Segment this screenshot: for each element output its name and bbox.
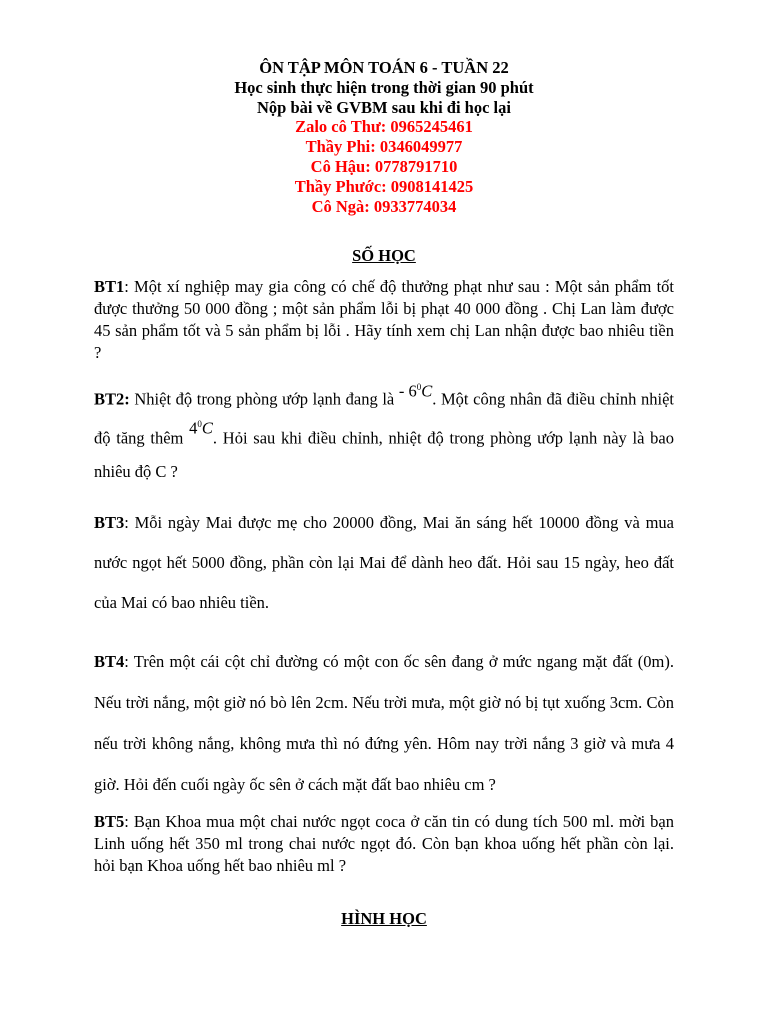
bt3-text: : Mỗi ngày Mai được mẹ cho 20000 đồng, Mai ăn sáng hết 10000 đồng và mua nước ngọt hết 5000 đồng, phần còn lại Mai để dành heo đất. Hỏi sau 15 ngày, heo đất của Mai có bao nhiêu tiền. (94, 513, 674, 613)
bt3-label: BT3 (94, 513, 125, 533)
contact-phuoc: Thầy Phước: 0908141425 (294, 176, 474, 196)
temp-increase-value: 4 (189, 418, 198, 438)
exercise-bt1 (94, 276, 674, 364)
temp-increase-unit: C (201, 418, 213, 438)
document-page (94, 58, 674, 929)
section-arithmetic: SỐ HỌC (352, 246, 416, 266)
bt5-text: : Bạn Khoa mua một chai nước ngọt coca ở căn tin có dung tích 500 ml. mời bạn Linh uống hết 350 ml trong chai nước ngọt đó. Còn bạn khoa uống hết phần còn lại. hỏi bạn Khoa uống hết bao nhiêu ml ? (94, 812, 674, 876)
bt4-text: : Trên một cái cột chỉ đường có một con ốc sên đang ở mức ngang mặt đất (0m). Nếu trời nắng, một giờ nó bò lên 2cm. Nếu trời mưa, một giờ nó bị tụt xuống 3cm. Còn nếu trời không nắng, không mưa thì nó đứng yên. Hôm nay trời nắng 3 giờ và mưa 4 giờ. Hỏi đến cuối ngày ốc sên ở cách mặt đất bao nhiêu cm ? (94, 652, 674, 795)
contact-hau: Cô Hậu: 0778791710 (310, 156, 458, 176)
contact-phi: Thầy Phi: 0346049977 (305, 137, 463, 157)
document-title: ÔN TẬP MÔN TOÁN 6 - TUẦN 22 (259, 58, 509, 77)
exercise-bt5 (94, 811, 674, 877)
bt1-label: BT1 (94, 277, 125, 297)
contact-thu: Zalo cô Thư: 0965245461 (295, 117, 473, 137)
temp-increase-degree: 0 (197, 418, 202, 429)
bt1-text: : Một xí nghiệp may gia công có chế độ thưởng phạt như sau : Một sản phẩm tốt được thưởng 50 000 đồng ; một sản phẩm lỗi bị phạt 40 000 đồng . Chị Lan làm được 45 sản phẩm tốt và 5 sản phẩm bị lỗi . Hãy tính xem chị Lan nhận được bao nhiêu tiền ? (94, 277, 674, 363)
document-header (94, 58, 674, 216)
bt2-label: BT2: (94, 389, 130, 409)
bt2-text-a: Nhiệt độ trong phòng ướp lạnh đang là (129, 389, 399, 409)
exercise-bt2 (94, 378, 674, 489)
section-geometry: HÌNH HỌC (341, 909, 427, 929)
submission-instruction: Nộp bài về GVBM sau khi đi học lại (257, 97, 511, 117)
exercise-bt3 (94, 503, 674, 623)
exercise-bt4 (94, 641, 674, 805)
contact-nga: Cô Ngà: 0933774034 (311, 196, 457, 216)
bt5-label: BT5 (94, 812, 125, 832)
bt2-text-c: . Hỏi sau khi điều chỉnh, nhiệt độ trong phòng ướp lạnh này là bao nhiêu độ C ? (94, 428, 674, 482)
temp-initial-value: - 6 (398, 381, 417, 401)
temperature-increase (189, 407, 213, 446)
bt2-text-b: . Một công nhân đã điều chỉnh nhiệt độ tăng thêm (94, 389, 674, 448)
temperature-initial (399, 370, 432, 409)
temp-initial-degree: 0 (416, 382, 422, 393)
bt4-label: BT4 (94, 652, 125, 672)
time-instruction: Học sinh thực hiện trong thời gian 90 phút (234, 77, 534, 97)
temp-initial-unit: C (421, 381, 433, 401)
